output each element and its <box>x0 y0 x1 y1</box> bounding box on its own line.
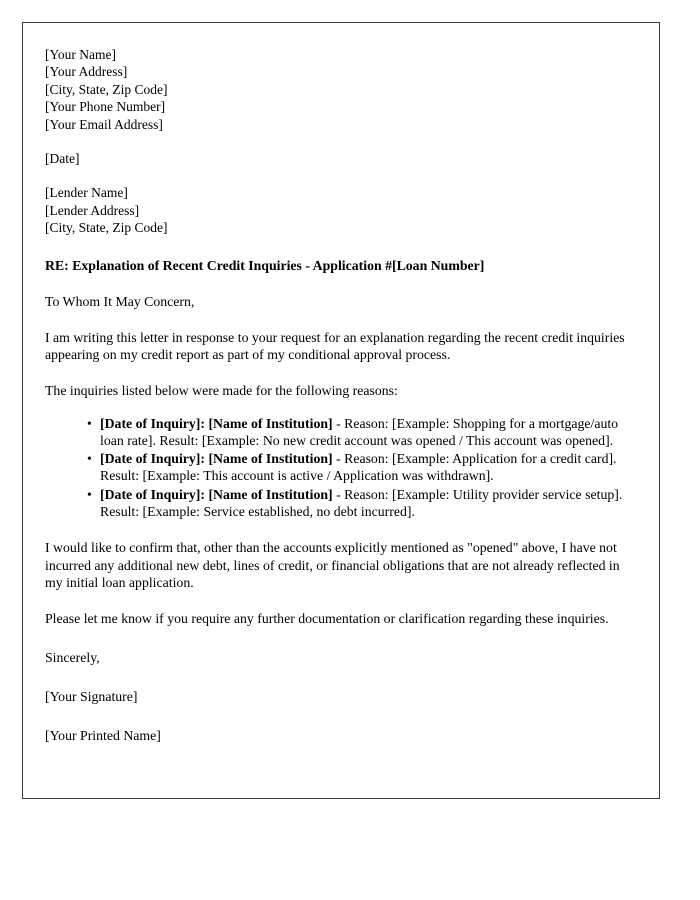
spacer-after-date <box>45 167 625 184</box>
sender-phone: [Your Phone Number] <box>45 99 166 115</box>
bullet-icon: • <box>87 486 92 502</box>
list-item <box>87 486 625 521</box>
inquiry-lead: [Date of Inquiry]: [Name of Institution] <box>100 415 333 431</box>
bullet-icon: • <box>87 415 92 431</box>
spacer-after-sender <box>45 133 625 150</box>
date-block <box>45 150 625 167</box>
signature-placeholder: [Your Signature] <box>45 688 138 704</box>
sender-address-block <box>45 46 625 133</box>
paragraph-list-lead-in: The inquiries listed below were made for the following reasons: <box>45 383 398 399</box>
printed-name-placeholder: [Your Printed Name] <box>45 727 161 743</box>
sender-street: [Your Address] <box>45 64 128 80</box>
sender-email: [Your Email Address] <box>45 116 163 132</box>
sender-city-state-zip: [City, State, Zip Code] <box>45 81 168 97</box>
date-line: [Date] <box>45 151 80 167</box>
bullet-icon: • <box>87 451 92 467</box>
list-item <box>87 415 625 450</box>
inquiry-lead: [Date of Inquiry]: [Name of Institution] <box>100 486 333 502</box>
subject-line: RE: Explanation of Recent Credit Inquiries - Application #[Loan Number] <box>45 257 485 273</box>
recipient-address-block <box>45 184 625 236</box>
inquiry-detail: - Reason: [Example: Application for a credit card]. Result: [Example: This account is active / Application was withdrawn]. <box>100 451 617 484</box>
inquiry-detail: - Reason: [Example: Utility provider service setup]. Result: [Example: Service established, no debt incurred]. <box>100 486 623 520</box>
lender-street: [Lender Address] <box>45 202 140 218</box>
valediction: Sincerely, <box>45 649 100 665</box>
inquiry-list <box>45 415 625 521</box>
list-item <box>87 450 625 485</box>
sender-name: [Your Name] <box>45 47 116 62</box>
lender-name: [Lender Name] <box>45 185 128 201</box>
letter-content <box>45 46 625 744</box>
paragraph-intro: I am writing this letter in response to your request for an explanation regarding the recent credit inquiries appearing on my credit report as part of my conditional approval process. <box>45 329 625 362</box>
letter-page <box>22 22 660 799</box>
inquiry-lead: [Date of Inquiry]: [Name of Institution] <box>100 451 333 467</box>
salutation: To Whom It May Concern, <box>45 293 195 309</box>
paragraph-request: Please let me know if you require any further documentation or clarification regarding these inquiries. <box>45 611 609 627</box>
inquiry-detail: - Reason: [Example: Shopping for a mortgage/auto loan rate]. Result: [Example: No new credit account was opened / This account was opened]. <box>100 415 619 448</box>
lender-city-state-zip: [City, State, Zip Code] <box>45 220 168 236</box>
paragraph-confirmation: I would like to confirm that, other than the accounts explicitly mentioned as "opened" above, I have not incurred any additional new debt, lines of credit, or financial obligations that are not already reflected in my initial loan application. <box>45 540 620 590</box>
